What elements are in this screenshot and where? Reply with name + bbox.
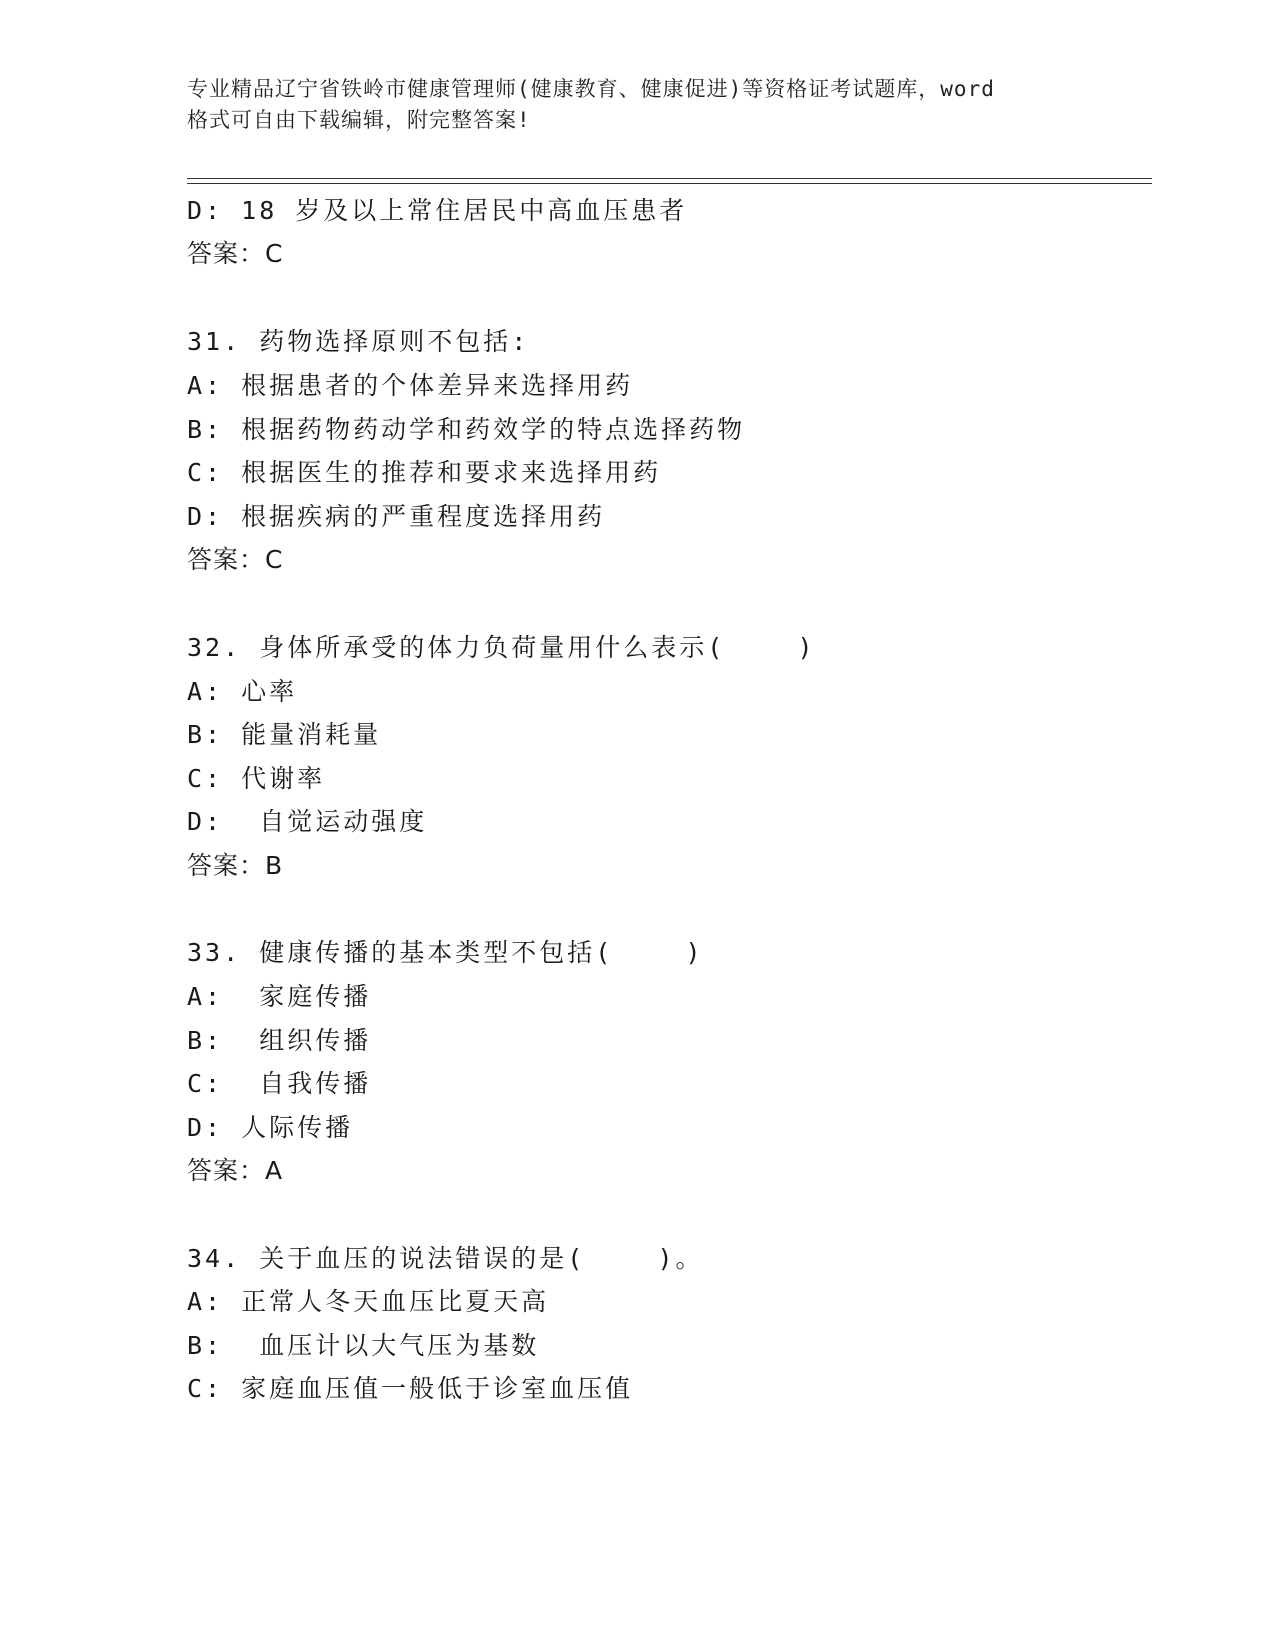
question-32-option-a: A: 心率 bbox=[187, 677, 298, 706]
question-31-option-d: D: 根据疾病的严重程度选择用药 bbox=[187, 502, 606, 531]
question-34-option-a: A: 正常人冬天血压比夏天高 bbox=[187, 1287, 550, 1316]
question-31-option-a: A: 根据患者的个体差异来选择用药 bbox=[187, 371, 634, 400]
prev-answer: 答案：C bbox=[187, 239, 284, 268]
question-34-option-c: C: 家庭血压值一般低于诊室血压值 bbox=[187, 1374, 634, 1403]
question-32-title: 32. 身体所承受的体力负荷量用什么表示( ) bbox=[187, 633, 816, 662]
question-31-title: 31. 药物选择原则不包括: bbox=[187, 327, 530, 356]
question-33-title: 33. 健康传播的基本类型不包括( ) bbox=[187, 938, 704, 967]
question-31-option-b: B: 根据药物药动学和药效学的特点选择药物 bbox=[187, 415, 746, 444]
header-line-2: 格式可自由下载编辑，附完整答案! bbox=[187, 108, 531, 132]
header-divider-top bbox=[187, 178, 1152, 179]
question-33-answer: 答案：A bbox=[187, 1156, 284, 1185]
question-33-option-c: C: 自我传播 bbox=[187, 1069, 372, 1098]
document-header bbox=[187, 74, 1087, 136]
question-32-option-d: D: 自觉运动强度 bbox=[187, 807, 428, 836]
question-32-answer: 答案：B bbox=[187, 851, 284, 880]
question-32-option-c: C: 代谢率 bbox=[187, 764, 326, 793]
header-line-1: 专业精品辽宁省铁岭市健康管理师(健康教育、健康促进)等资格证考试题库，word bbox=[187, 77, 995, 101]
question-31-option-c: C: 根据医生的推荐和要求来选择用药 bbox=[187, 458, 662, 487]
question-33-option-d: D: 人际传播 bbox=[187, 1113, 354, 1142]
header-divider-bottom bbox=[187, 183, 1152, 184]
question-33-option-a: A: 家庭传播 bbox=[187, 982, 372, 1011]
question-34-title: 34. 关于血压的说法错误的是( )。 bbox=[187, 1244, 704, 1273]
question-33-option-b: B: 组织传播 bbox=[187, 1026, 372, 1055]
question-32-option-b: B: 能量消耗量 bbox=[187, 720, 382, 749]
question-31-answer: 答案：C bbox=[187, 545, 284, 574]
prev-option-d: D: 18 岁及以上常住居民中高血压患者 bbox=[187, 196, 688, 225]
question-34-option-b: B: 血压计以大气压为基数 bbox=[187, 1331, 540, 1360]
